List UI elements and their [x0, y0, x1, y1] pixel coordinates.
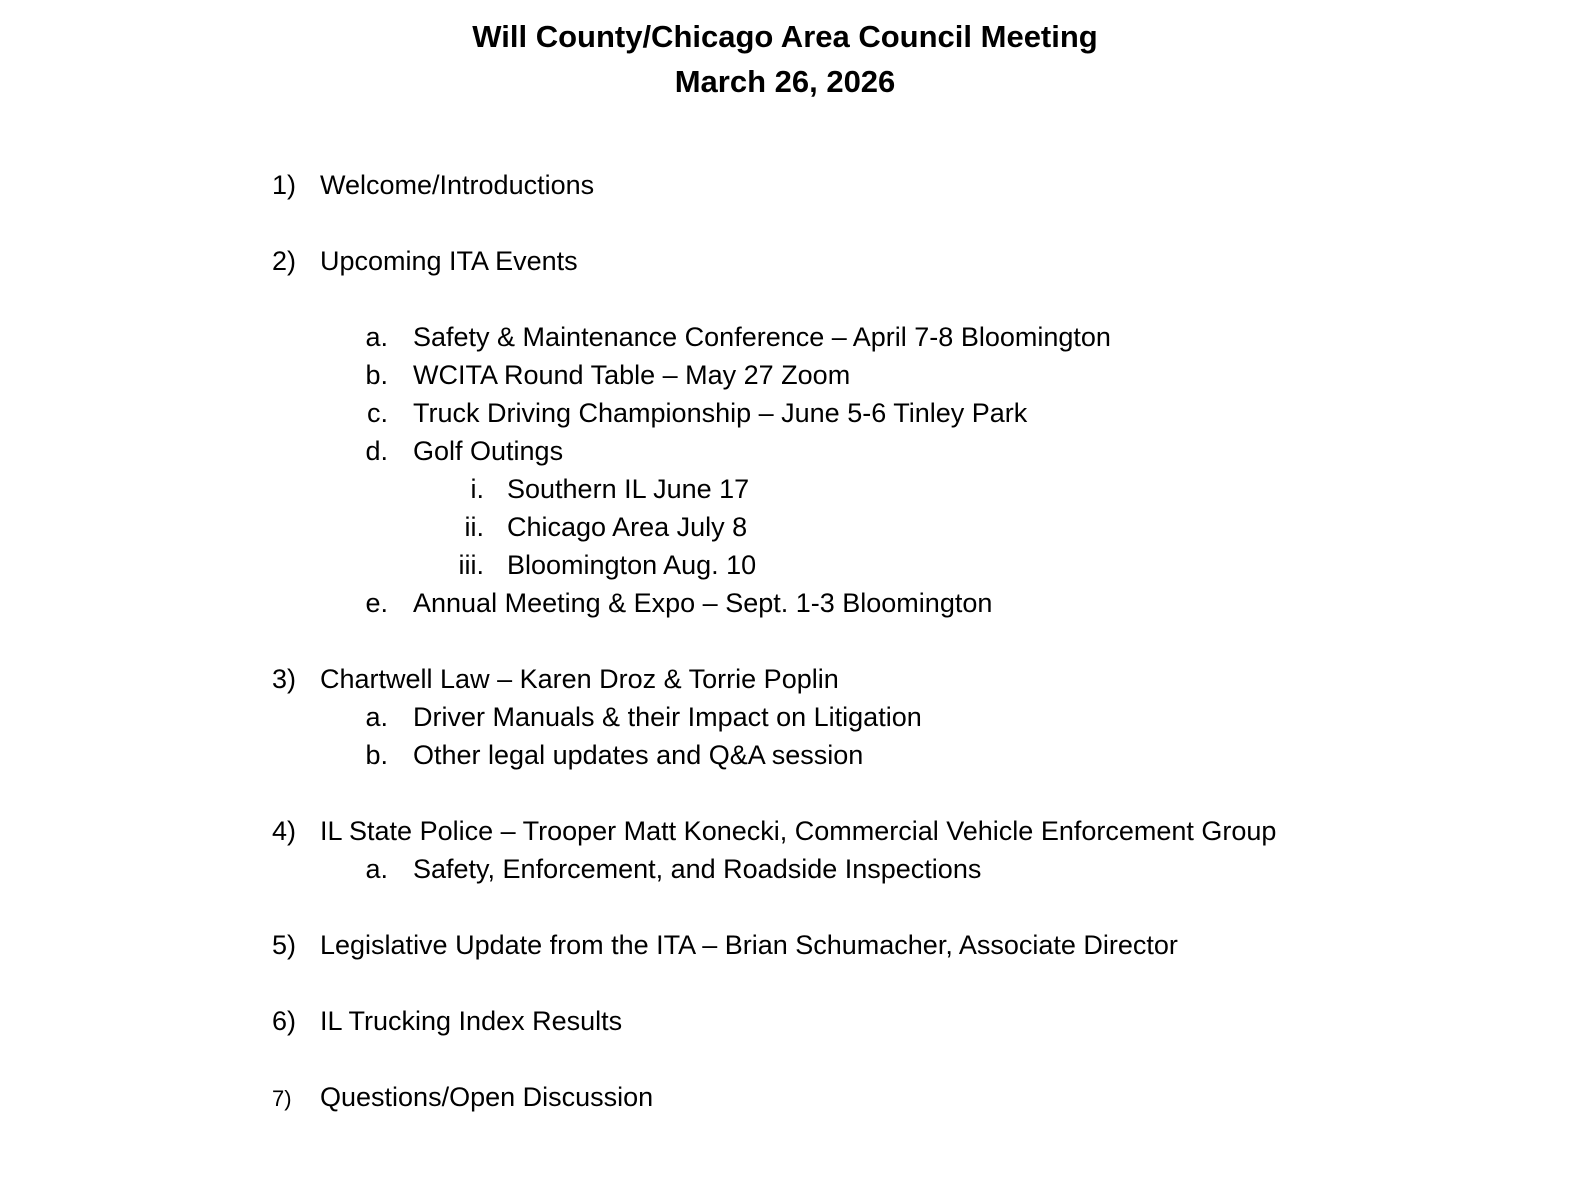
document-header [0, 14, 1570, 104]
agenda-number: 5) [272, 930, 297, 960]
sub-item-letter: d. [365, 436, 388, 466]
agenda-text: Questions/Open Discussion [320, 1082, 654, 1112]
agenda-text: Legislative Update from the ITA – Brian Schumacher, Associate Director [320, 930, 1178, 960]
agenda-number: 6) [272, 1006, 297, 1036]
sub-item-letter: b. [365, 740, 388, 770]
sub-item-text: Golf Outings [413, 436, 564, 466]
agenda-number: 1) [272, 170, 297, 200]
agenda-number: 7) [272, 1086, 292, 1111]
sub-sub-item-text: Southern IL June 17 [507, 474, 750, 504]
sub-sub-item-text: Bloomington Aug. 10 [507, 550, 757, 580]
sub-item-letter: c. [366, 398, 388, 428]
sub-item-text: Truck Driving Championship – June 5-6 Tinley Park [413, 398, 1028, 428]
sub-item-text: Safety, Enforcement, and Roadside Inspections [413, 854, 982, 884]
sub-item-text: Other legal updates and Q&A session [413, 740, 864, 770]
agenda-text: IL State Police – Trooper Matt Konecki, Commercial Vehicle Enforcement Group [320, 816, 1277, 846]
sub-item-letter: e. [365, 588, 388, 618]
sub-sub-item-roman: ii. [464, 512, 484, 542]
agenda-number: 3) [272, 664, 297, 694]
sub-item-letter: a. [365, 854, 388, 884]
sub-sub-item-text: Chicago Area July 8 [507, 512, 748, 542]
sub-sub-item-roman: iii. [458, 550, 484, 580]
document-title: Will County/Chicago Area Council Meeting [472, 19, 1098, 54]
sub-item-letter: a. [365, 322, 388, 352]
agenda-number: 2) [272, 246, 297, 276]
sub-item-text: Safety & Maintenance Conference – April 7-8 Bloomington [413, 322, 1111, 352]
meeting-date: March 26, 2026 [674, 64, 896, 99]
sub-item-text: Driver Manuals & their Impact on Litigation [413, 702, 922, 732]
sub-item-text: Annual Meeting & Expo – Sept. 1-3 Bloomington [413, 588, 993, 618]
agenda-text: IL Trucking Index Results [320, 1006, 623, 1036]
sub-item-letter: b. [365, 360, 388, 390]
agenda-number: 4) [272, 816, 297, 846]
agenda-text: Chartwell Law – Karen Droz & Torrie Poplin [320, 664, 839, 694]
sub-item-letter: a. [365, 702, 388, 732]
sub-item-text: WCITA Round Table – May 27 Zoom [413, 360, 851, 390]
agenda-text: Welcome/Introductions [320, 170, 595, 200]
agenda-text: Upcoming ITA Events [320, 246, 578, 276]
sub-sub-item-roman: i. [470, 474, 484, 504]
